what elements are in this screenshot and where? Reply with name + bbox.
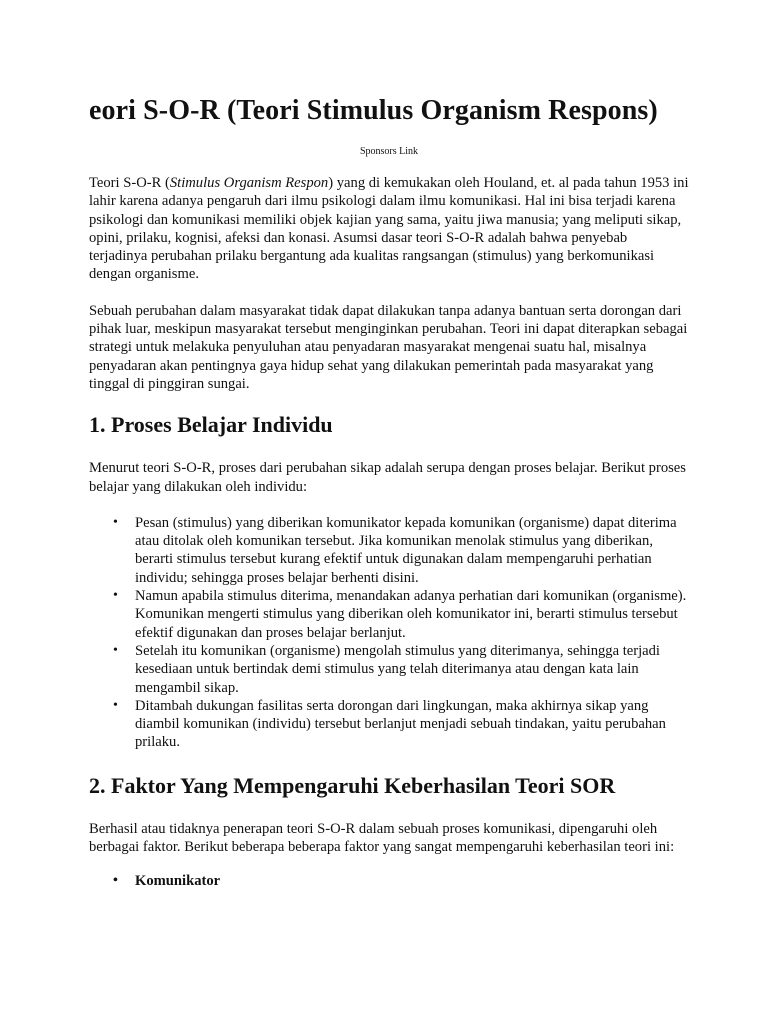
intro-italic-term: Stimulus Organism Respon xyxy=(169,175,329,191)
document-page xyxy=(89,92,689,891)
section-1-heading: 1. Proses Belajar Individu xyxy=(89,412,333,438)
second-paragraph: Sebuah perubahan dalam masyarakat tidak dapat dilakukan tanpa adanya bantuan serta dorongan dari pihak luar, meskipun masyarakat tersebut menginginkan perubahan. Teori ini dapat diterapkan sebagai strategi untuk melakuka penyuluhan atau penyadaran masyarakat mengenai suatu hal, misalnya penyadaran akan pentingnya gaya hidup sehat yang dilakukan pemerintah pada masyarakat yang tinggal di pinggiran sungai. xyxy=(89,302,688,392)
section-1-intro: Menurut teori S-O-R, proses dari perubahan sikap adalah serupa dengan proses belajar. Berikut proses belajar yang dilakukan oleh individu: xyxy=(89,460,686,495)
list-item xyxy=(89,587,689,642)
bullet-icon: • xyxy=(113,588,118,604)
section-2-heading: 2. Faktor Yang Mempengaruhi Keberhasilan Teori SOR xyxy=(89,772,616,798)
bullet-icon: • xyxy=(113,697,118,713)
intro-text-start: Teori S-O-R ( xyxy=(89,175,170,191)
intro-text-rest: ) yang di kemukakan oleh Houland, et. al pada tahun 1953 ini lahir karena adanya pengaruh dari ilmu psikologi dalam ilmu komunikasi. Hal ini bisa terjadi karena psikologi dan komunikasi memiliki objek kajian yang sama, yaitu jiwa manusia; yang meliputi sikap, opini, prilaku, kognisi, afeksi dan konasi. Asumsi dasar teori S-O-R adalah bahwa penyebab terjadinya perubahan prilaku bergantung ada kualitas rangsangan (stimulus) yang berkomunikasi dengan organisme. xyxy=(89,175,689,283)
list-item-text: Setelah itu komunikan (organisme) mengolah stimulus yang diterimanya, sehingga terjadi kesediaan untuk bertindak demi stimulus yang telah diterimanya atau dengan kata lain mengambil sikap. xyxy=(135,642,660,696)
list-item xyxy=(89,514,689,587)
list-item-text: Pesan (stimulus) yang diberikan komunikator kepada komunikan (organisme) dapat diterima atau ditolak oleh komunikan tersebut. Jika komunikan menolak stimulus yang diberikan, berarti stimulus tersebut kurang efektif untuk digunakan dalam mempengaruhi perhatian individu; sehingga proses belajar berhenti disini. xyxy=(135,514,677,586)
list-item-text: Komunikator xyxy=(135,873,221,890)
list-item xyxy=(89,872,689,890)
sponsors-link[interactable]: Sponsors Link xyxy=(359,146,419,157)
article-title: eori S-O-R (Teori Stimulus Organism Respons) xyxy=(89,95,658,126)
list-item xyxy=(89,697,689,752)
list-item-text: Namun apabila stimulus diterima, menandakan adanya perhatian dari komunikan (organisme). Komunikan mengerti stimulus yang diberikan oleh komunikator ini, berarti stimulus tersebut efektif digunakan dan proses belajar berlanjut. xyxy=(135,588,687,641)
bullet-icon: • xyxy=(113,514,118,530)
bullet-icon: • xyxy=(113,873,118,889)
list-item xyxy=(89,642,689,697)
list-item-text: Ditambah dukungan fasilitas serta dorongan dari lingkungan, maka akhirnya sikap yang diambil komunikan (individu) tersebut berlanjut menjadi sebuah tindakan, yaitu perubahan prilaku. xyxy=(135,697,666,751)
section-1-list xyxy=(89,514,689,752)
intro-paragraph xyxy=(89,174,689,284)
section-2-intro: Berhasil atau tidaknya penerapan teori S-O-R dalam sebuah proses komunikasi, dipengaruhi oleh berbagai faktor. Berikut beberapa beberapa faktor yang sangat mempengaruhi keberhasilan teori ini: xyxy=(89,820,675,856)
section-2-list xyxy=(89,872,689,890)
bullet-icon: • xyxy=(113,642,118,658)
